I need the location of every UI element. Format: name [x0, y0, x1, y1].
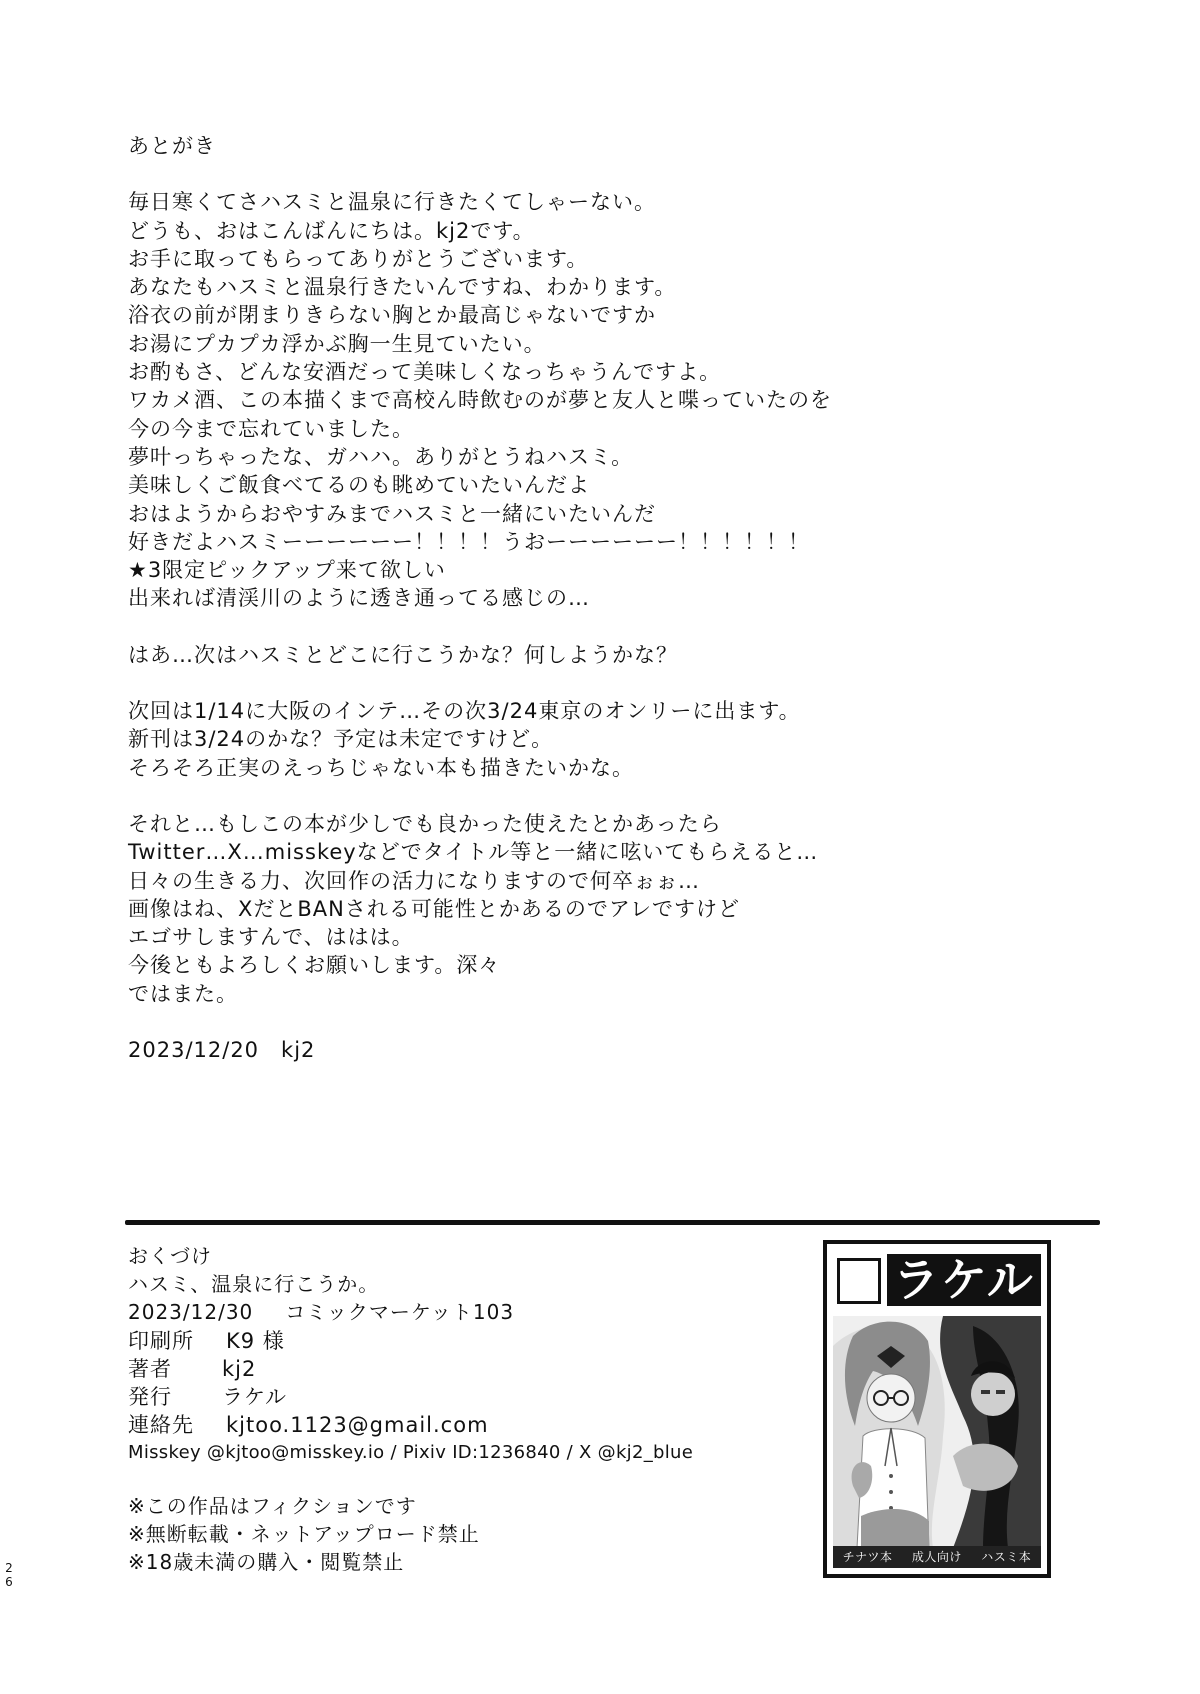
afterword-section [128, 132, 1088, 1064]
text-line: 浴衣の前が閉まりきらない胸とか最高じゃないですか [128, 303, 656, 328]
text-line: どうも、おはこんばんにちは。kj2です。 [128, 218, 535, 243]
text-line: 美味しくご飯食べてるのも眺めていたいんだよ [128, 473, 590, 498]
row-label: 印刷所 [128, 1328, 194, 1353]
publication-date: 2023/12/30 [128, 1300, 254, 1325]
paragraph-gap [128, 613, 1088, 641]
tag-label: 成人向け [911, 1550, 962, 1564]
row-label: 著者 [128, 1356, 172, 1381]
row-label: 連絡先 [128, 1413, 194, 1438]
tag-label: ハスミ本 [981, 1550, 1032, 1564]
afterword-paragraph-3 [128, 697, 1088, 782]
illustration-graphic [833, 1316, 1041, 1548]
afterword-signature [128, 1036, 1088, 1064]
paragraph-gap [128, 1468, 748, 1492]
afterword-title: あとがき [128, 134, 216, 158]
text-line: はあ…次はハスミとどこに行こうかな？何しようかな？ [128, 642, 678, 667]
text-line: 画像はね、XだとBANされる可能性とかあるのでアレですけど [128, 896, 741, 921]
afterword-paragraph-2 [128, 641, 1088, 669]
text-line: おはようからおやすみまでハスミと一緒にいたいんだ [128, 501, 656, 526]
text-line: Twitter…X…misskeyなどでタイトル等と一緒に呟いてもらえると… [128, 840, 819, 865]
text-line: 今の今まで忘れていました。 [128, 416, 414, 441]
checkbox-square [837, 1258, 881, 1304]
text-line: 今後ともよろしくお願いします。深々 [128, 953, 501, 978]
circle-cut-header [829, 1246, 1045, 1310]
text-line: 新刊は3/24のかな？予定は未定ですけど。 [128, 727, 554, 752]
text-line: お湯にプカプカ浮かぶ胸一生見ていたい。 [128, 331, 546, 356]
text-line: あなたもハスミと温泉行きたいんですね、わかります。 [128, 275, 677, 300]
afterword-paragraph-1 [128, 188, 1088, 612]
colophon-row-contact [128, 1411, 748, 1439]
row-value: kjtoo.1123@gmail.com [226, 1413, 489, 1438]
afterword-paragraph-4 [128, 810, 1088, 1008]
paragraph-gap [128, 669, 1088, 697]
text-line: 好きだよハスミーーーーーー！！！！うおーーーーーー！！！！！！ [128, 529, 810, 554]
row-value: kj2 [222, 1356, 257, 1381]
text-line: それと…もしこの本が少しでも良かった使えたとかあったら [128, 811, 722, 836]
colophon-section [128, 1242, 748, 1576]
signature-line: 2023/12/20 kj2 [128, 1038, 316, 1063]
row-label: 発行 [128, 1384, 172, 1409]
event-name: コミックマーケット103 [285, 1300, 515, 1325]
text-line: 次回は1/14に大阪のインテ…その次3/24東京のオンリーに出ます。 [128, 699, 801, 724]
cover-illustration [833, 1316, 1041, 1548]
text-line: お酌もさ、どんな安酒だって美味しくなっちゃうんですよ。 [128, 360, 722, 385]
notice-line: ※この作品はフィクションです [128, 1493, 417, 1518]
text-line: ではまた。 [128, 981, 238, 1006]
publication-info [128, 1298, 748, 1326]
page-number-text: 26 [5, 1561, 13, 1589]
notice-line: ※18歳未満の購入・閲覧禁止 [128, 1549, 405, 1574]
colophon-row-publisher [128, 1383, 748, 1411]
book-title: ハスミ、温泉に行こうか。 [128, 1272, 380, 1297]
text-line: エゴサしますんで、ははは。 [128, 925, 414, 950]
text-line: そろそろ正実のえっちじゃない本も描きたいかな。 [128, 755, 634, 780]
row-value: ラケル [222, 1384, 287, 1409]
text-line: ワカメ酒、この本描くまで高校ん時飲むのが夢と友人と喋っていたのを [128, 388, 832, 413]
colophon-heading: おくづけ [128, 1244, 212, 1268]
text-line: 日々の生きる力、次回作の活力になりますので何卒ぉぉ… [128, 868, 700, 893]
circle-cut-tags [833, 1546, 1041, 1568]
divider-rule [125, 1220, 1100, 1225]
colophon-row-author [128, 1355, 748, 1383]
row-value: K9 様 [226, 1328, 285, 1353]
paragraph-gap [128, 1008, 1088, 1036]
tag-label: チナツ本 [842, 1550, 893, 1564]
text-line: お手に取ってもらってありがとうございます。 [128, 246, 589, 271]
circle-name: ラケル [887, 1254, 1041, 1306]
colophon-row-printer [128, 1327, 748, 1355]
paragraph-gap [128, 782, 1088, 810]
text-line: ★3限定ピックアップ来て欲しい [128, 558, 446, 583]
text-line: 毎日寒くてさハスミと温泉に行きたくてしゃーない。 [128, 190, 656, 215]
page-number [2, 1561, 16, 1589]
text-line: 出来れば清渓川のように透き通ってる感じの… [128, 586, 590, 611]
social-accounts: Misskey @kjtoo@misskey.io / Pixiv ID:1236840 / X @kj2_blue [128, 1442, 694, 1464]
text-line: 夢叶っちゃったな、ガハハ。ありがとうねハスミ。 [128, 444, 634, 469]
circle-cut [823, 1240, 1051, 1578]
notice-line: ※無断転載・ネットアップロード禁止 [128, 1521, 480, 1546]
